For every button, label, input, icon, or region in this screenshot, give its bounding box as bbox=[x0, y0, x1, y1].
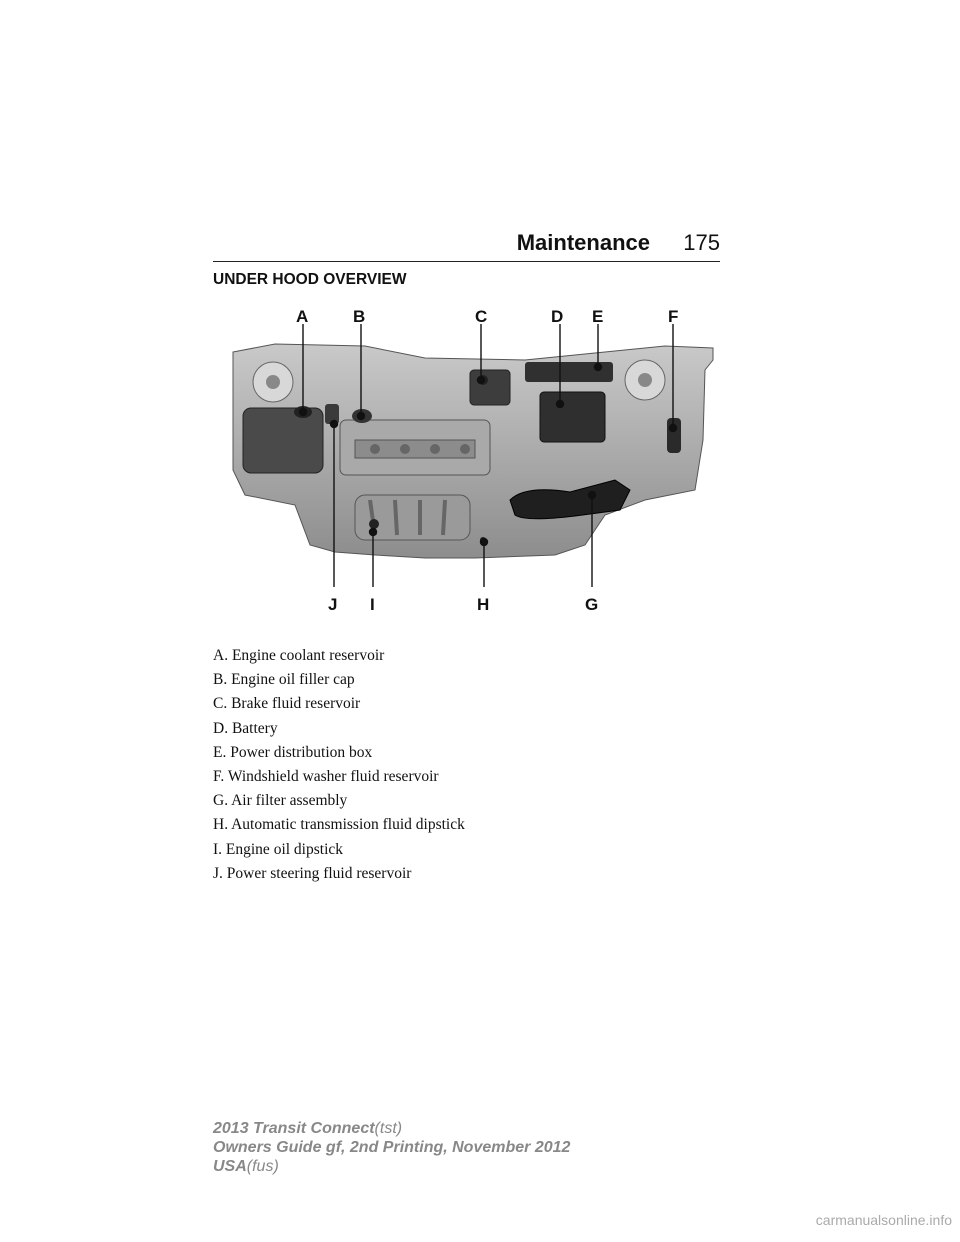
callout-i: I bbox=[370, 595, 375, 614]
callout-f: F bbox=[668, 307, 679, 326]
legend-item: A. Engine coolant reservoir bbox=[213, 647, 385, 664]
header-rule bbox=[213, 261, 720, 262]
callout-d: D bbox=[551, 307, 564, 326]
page-title: UNDER HOOD OVERVIEW bbox=[213, 271, 407, 288]
legend-item: I. Engine oil dipstick bbox=[213, 840, 344, 858]
brake-reservoir bbox=[470, 370, 510, 405]
footer-printing: Owners Guide gf, 2nd Printing, November 2012 bbox=[213, 1139, 571, 1156]
legend-item: F. Windshield washer fluid reservoir bbox=[213, 767, 439, 785]
callout-b: B bbox=[353, 307, 366, 326]
callout-h: H bbox=[477, 595, 490, 614]
legend-item: E. Power distribution box bbox=[213, 743, 373, 761]
callout-a: A bbox=[296, 307, 309, 326]
callout-g: G bbox=[585, 595, 599, 614]
section-title: Maintenance bbox=[516, 230, 650, 255]
battery bbox=[540, 392, 605, 442]
watermark: carmanualsonline.info bbox=[815, 1212, 952, 1228]
page-number: 175 bbox=[683, 230, 720, 255]
coolant-reservoir bbox=[243, 408, 323, 473]
callout-c: C bbox=[475, 307, 488, 326]
legend-item: C. Brake fluid reservoir bbox=[213, 695, 361, 713]
footer-market: USA bbox=[213, 1158, 247, 1175]
footer-model-code: (tst) bbox=[374, 1120, 403, 1137]
legend-item: D. Battery bbox=[213, 719, 278, 737]
legend-item: B. Engine oil filler cap bbox=[213, 671, 355, 689]
footer-market-code: (fus) bbox=[246, 1158, 279, 1175]
callout-j: J bbox=[328, 595, 338, 614]
legend-item: J. Power steering fluid reservoir bbox=[213, 864, 412, 882]
page-header bbox=[213, 230, 720, 260]
footer-model: 2013 Transit Connect bbox=[213, 1120, 375, 1137]
component-legend bbox=[213, 646, 465, 888]
legend-item: H. Automatic transmission fluid dipstick bbox=[213, 816, 465, 834]
under-hood-illustration bbox=[225, 300, 725, 620]
legend-item: G. Air filter assembly bbox=[213, 792, 348, 810]
document-footer bbox=[213, 1119, 570, 1176]
callout-e: E bbox=[592, 307, 604, 326]
